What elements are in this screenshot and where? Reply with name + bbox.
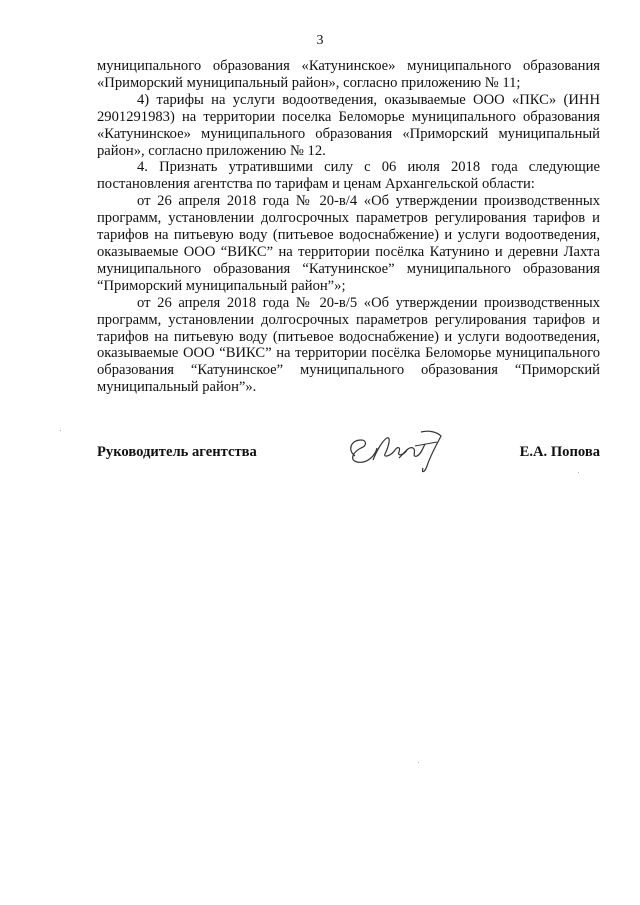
- paragraph-item-4-tariffs: 4) тарифы на услуги водоотведения, оказываемые ООО «ПКС» (ИНН 2901291983) на территории поселка Беломорье муниципального образования «Катунинское» муниципального образования «Приморский муниципальный район», согласно приложению № 12.: [97, 91, 600, 159]
- handwritten-signature: [337, 426, 447, 476]
- signatory-title: Руководитель агентства: [97, 444, 257, 460]
- paragraph-resolution-20-v-5: от 26 апреля 2018 года № 20-в/5 «Об утверждении производственных программ, установлении долгосрочных параметров регулирования тарифов и тарифов на питьевую воду (питьевое водоснабжение) и услуги водоотведения, оказываемые ООО “ВИКС” на территории посёлка Беломорье муниципального образования “Катунинское” муниципального образования “Приморский муниципальный район”».: [97, 294, 600, 396]
- paragraph-resolution-20-v-4: от 26 апреля 2018 года № 20-в/4 «Об утверждении производственных программ, установлении долгосрочных параметров регулирования тарифов и тарифов на питьевую воду (питьевое водоснабжение) и услуги водоотведения, оказываемые ООО “ВИКС” на территории посёлка Катунино и деревни Лахта муниципального образования “Катунинское” муниципального образования “Приморский муниципальный район”»;: [97, 193, 600, 294]
- page-number: 3: [316, 33, 324, 48]
- paragraph-continuation: муниципального образования «Катунинское» муниципального образования «Приморский муниципальный район», согласно приложению № 11;: [97, 58, 600, 91]
- paragraph-point-4: 4. Признать утратившими силу с 06 июля 2018 года следующие постановления агентства по тарифам и ценам Архангельской области:: [97, 159, 600, 193]
- signature-block: [97, 426, 600, 476]
- scan-speck: [60, 430, 61, 431]
- signatory-name: Е.А. Попова: [519, 444, 600, 460]
- document-body: [97, 58, 600, 396]
- scan-speck: [578, 472, 579, 473]
- scan-speck: [418, 762, 419, 763]
